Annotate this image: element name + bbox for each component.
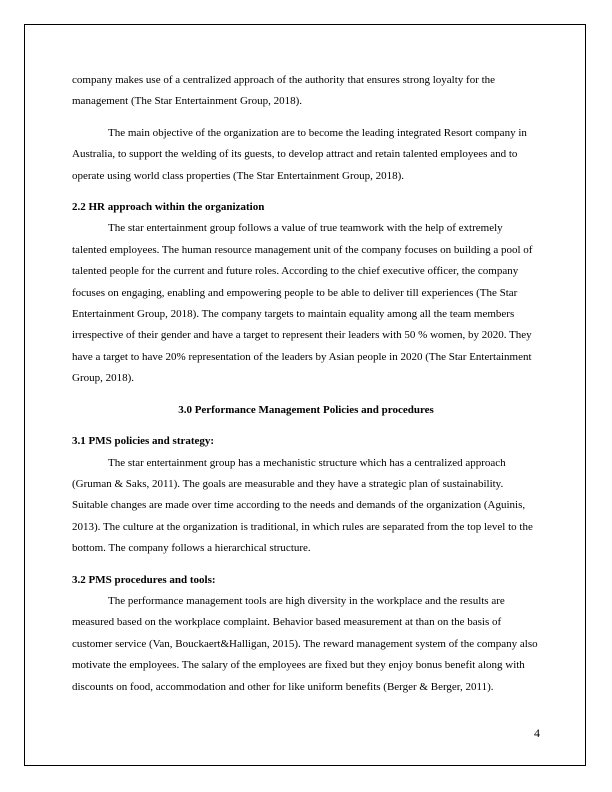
paragraph-pms-procedures: The performance management tools are high diversity in the workplace and the results are measured based on the workplace complaint. Behavior based measurement at than on the basis of customer service (Van, Bouckaert&Halligan, 2015). The reward management system of the company also motivate the employees. The salary of the employees are fixed but they enjoy bonus benefit along with discounts on food, accommodation and other for like uniform benefits (Berger & Berger, 2011). xyxy=(72,594,538,693)
paragraph-hr-approach: The star entertainment group follows a value of true teamwork with the help of extremely talented employees. The human resource management unit of the company focuses on building a pool of talented people for the current and future roles. According to the chief executive officer, the company focuses on engaging, enabling and empowering people to be able to deliver till experiences (The Star Entertainment Group, 2018). The company targets to maintain equality among all the team members irrespective of their gender and have a target to represent their leaders with 50 % women, by 2020. They have a target to have 20% representation of the leaders by Asian people in 2020 (The Star Entertainment Group, 2018). xyxy=(72,222,533,385)
heading-pms-procedures: 3.2 PMS procedures and tools: xyxy=(72,573,216,586)
paragraph-objective: The main objective of the organization are to become the leading integrated Resort company in Australia, to support the welding of its guests, to develop attract and retain talented employees and to operate using world class properties (The Star Entertainment Group, 2018). xyxy=(72,126,527,182)
document-body xyxy=(72,70,540,708)
heading-pms-policies: 3.1 PMS policies and strategy: xyxy=(72,435,215,448)
page-number: 4 xyxy=(534,726,540,740)
paragraph-intro: company makes use of a centralized approach of the authority that ensures strong loyalty for the management (The Star Entertainment Group, 2018). xyxy=(72,74,496,108)
heading-performance-management: 3.0 Performance Management Policies and procedures xyxy=(178,403,434,416)
heading-hr-approach: 2.2 HR approach within the organization xyxy=(72,201,265,214)
paragraph-pms-policies: The star entertainment group has a mechanistic structure which has a centralized approach (Gruman & Saks, 2011). The goals are measurable and they have a strategic plan of sustainability. Suitable changes are made over time according to the needs and demands of the organization (Aguinis, 2013). The culture at the organization is traditional, in which rules are separated from the top level to the bottom. The company follows a hierarchical structure. xyxy=(72,456,533,555)
